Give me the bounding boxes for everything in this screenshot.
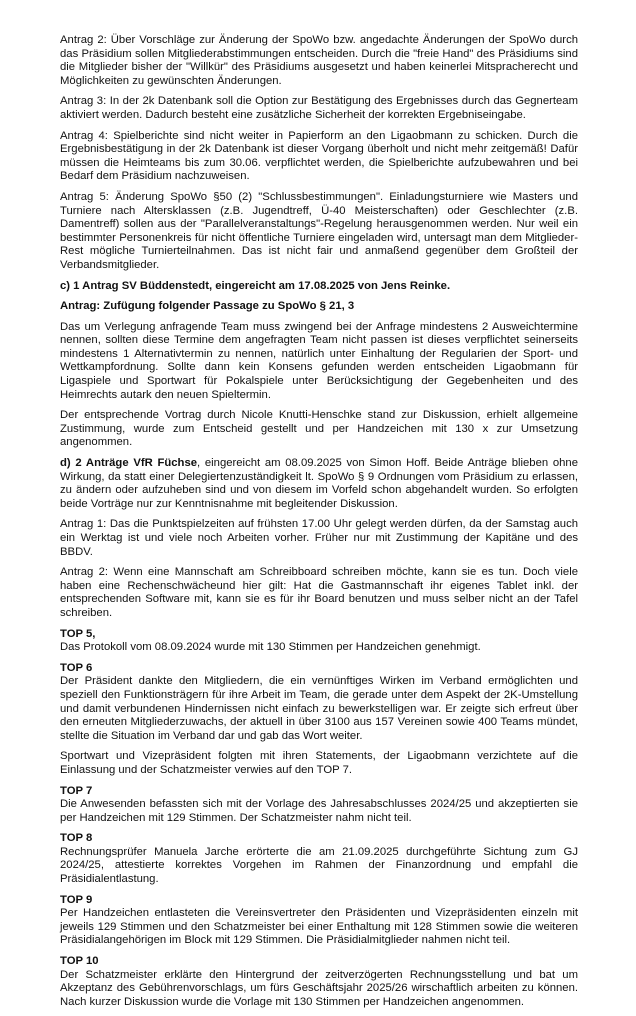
top-8-title: TOP 8 <box>60 832 93 845</box>
top-10-section <box>60 955 578 1009</box>
antrag-5-paragraph: Antrag 5: Änderung SpoWo §50 (2) "Schlussbestimmungen". Einladungsturniere wie Masters und Turniere nach Altersklassen (z.B. Jugendtreff, Ü-40 Meisterschaften) oder Geschlechter (z.B. Damentreff) sollen aus der "Parallelveranstaltungs"-Regelung herausgenommen werden. Nur weil ein bestimmter Personenkreis für nicht öffentliche Turniere eingeladen wird, untersagt man dem Mitglieder-Rest mögliche Turnierteilnahmen. Das ist nicht fair und anmaßend gegenüber dem Großteil der Verbandsmitglieder. <box>60 190 578 271</box>
antrag-2-paragraph: Antrag 2: Über Vorschläge zur Änderung der SpoWo bzw. angedachte Änderungen der SpoWo durch das Präsidium sollen Mitgliederabstimmungen entscheiden. Durch die "freie Hand" des Präsidiums sind die Mitglieder bisher der "Willkür" des Präsidiums ausgesetzt und haben keinerlei Mitspracherecht und Möglichkeiten zu gewünschten Änderungen. <box>60 34 578 87</box>
top-9-title: TOP 9 <box>60 893 93 906</box>
top-6-title: TOP 6 <box>60 661 93 674</box>
section-c-proposal-text: Das um Verlegung anfragende Team muss zwingend bei der Anfrage mindestens 2 Ausweichtermine nennen, sollten diese Termine dem angefragten Team nicht passen ist dieses verpflichtet seinerseits mindestens 1 Alternativtermin zu nennen, natürlich unter Einhaltung der Regularien der Sport- und Wettkampfordnung. Sollte dann kein Konsens gefunden werden entscheiden Ligaobmann für Ligaspiele und Sportwart für Pokalspiele unter Berücksichtigung der Gegebenheiten und des Heimrechts autark den neuen Spieltermin. <box>60 320 578 401</box>
section-c-heading: c) 1 Antrag SV Büddenstedt, eingereicht am 17.08.2025 von Jens Reinke. <box>60 279 451 292</box>
top-8-text: Rechnungsprüfer Manuela Jarche erörterte die am 21.09.2025 durchgeführte Sichtung zum GJ 2024/25, attestierte korrektes Vorgehen im Rahmen der Finanzordnung und empfahl die Präsidialentlastung. <box>60 845 578 886</box>
section-d-antrag-2: Antrag 2: Wenn eine Mannschaft am Schreibboard schreiben möchte, kann sie es tun. Doch viele haben eine Rechenschwächeund hier gilt: Hat die Gastmannschaft ihr eigenes Tablet inkl. der entsprechenden Software mit, kann sie es für ihr Board benutzen und muss selber nicht an der Tafel schreiben. <box>60 566 578 619</box>
top-5-text: Das Protokoll vom 08.09.2024 wurde mit 130 Stimmen per Handzeichen genehmigt. <box>60 641 481 654</box>
section-d-heading <box>60 457 578 511</box>
section-d-intro: , eingereicht am 08.09.2025 von Simon Hoff. Beide Anträge blieben ohne Wirkung, da statt einer Delegiertenzuständigkeit lt. SpoWo § 9 Ordnungen vom Präsidium zu erlassen, zu ändern oder aufzuheben sind und von diesem im Vorfeld schon abgehandelt wurden. So erfolgten beide Vorträge nur zur Kenntnisnahme mit begleitender Diskussion. <box>60 457 578 510</box>
top-5-title: TOP 5, <box>60 627 96 640</box>
section-c-decision-text: Der entsprechende Vortrag durch Nicole Knutti-Henschke stand zur Diskussion, erhielt allgemeine Zustimmung, wurde zum Entscheid gestellt und per Handzeichen mit 130 x zur Umsetzung angenommen. <box>60 409 578 449</box>
antrag-4-paragraph: Antrag 4: Spielberichte sind nicht weiter in Papierform an den Ligaobmann zu schicken. Durch die Ergebnisbestätigung in der 2k Datenbank ist dieser Vorgang überholt und nicht mehr zeitgemäß! Dafür müssen die Heimteams bis zum 30.06. verpflichtet werden, die Spielberichte aufzubewahren und bei Bedarf dem Präsidium nachzuweisen. <box>60 129 578 183</box>
document-page <box>60 34 578 1016</box>
top-7-section <box>60 785 578 826</box>
top-10-title: TOP 10 <box>60 955 99 968</box>
section-d-title: d) 2 Anträge VfR Füchse <box>60 457 198 470</box>
top-10-text: Der Schatzmeister erklärte den Hintergrund der zeitverzögerten Rechnungsstellung und bat um Akzeptanz des Gebührenvorschlags, um fürs Geschäftsjahr 2025/26 wirschaftlich arbeiten zu können. Nach kurzer Diskussion wurde die Vorlage mit 130 Stimmen per Handzeichen angenommen. <box>60 968 578 1008</box>
top-5-section <box>60 628 578 655</box>
top-8-section <box>60 832 578 886</box>
top-7-text: Die Anwesenden befassten sich mit der Vorlage des Jahresabschlusses 2024/25 und akzeptierten sie per Handzeichen mit 129 Stimmen. Der Schatzmeister nahm nicht teil. <box>60 798 578 824</box>
top-7-title: TOP 7 <box>60 784 93 797</box>
top-6-text: Der Präsident dankte den Mitgliedern, die ein vernünftiges Wirken im Verband ermöglichten und speziell den Funktionsträgern für ihre Arbeit im Team, die gerade unter dem Aspekt der 2K-Umstellung und damit verbundenen Hindernissen nicht einfach zu bewerkstelligen war. Er zeigte sich erfreut über den erneuten Mitgliederzuwachs, der aktuell in über 3100 aus 157 Vereinen sowie 400 Teams mündet, stellte die Situation im Verband dar und gab das Wort weiter. <box>60 675 578 742</box>
antrag-3-paragraph: Antrag 3: In der 2k Datenbank soll die Option zur Bestätigung des Ergebnisses durch das Gegnerteam aktiviert werden. Dadurch besteht eine zusätzliche Sicherheit der korrekten Ergebniseingabe. <box>60 95 578 121</box>
top-6-section <box>60 662 578 744</box>
top-9-text: Per Handzeichen entlasteten die Vereinsvertreter den Präsidenten und Vizepräsidenten einzeln mit jeweils 129 Stimmen und den Schatzmeister bei einer Enthaltung mit 128 Stimmen sowie die weiteren Präsidialangehörigen im Block mit 129 Stimmen. Die Präsidialmitglieder nahmen nicht teil. <box>60 907 578 947</box>
top-9-section <box>60 894 578 948</box>
section-c-subheading: Antrag: Zufügung folgender Passage zu SpoWo § 21, 3 <box>60 300 355 313</box>
section-d-antrag-1: Antrag 1: Das die Punktspielzeiten auf frühsten 17.00 Uhr gelegt werden dürfen, da der Samstag auch ein Werktag ist und viele noch Arbeiten vorher. Früher nur mit Zustimmung der Kapitäne und des BBDV. <box>60 518 578 558</box>
top-6-statements: Sportwart und Vizepräsident folgten mit ihren Statements, der Ligaobmann verzichtete auf die Einlassung und der Schatzmeister verwies auf den TOP 7. <box>60 750 578 776</box>
